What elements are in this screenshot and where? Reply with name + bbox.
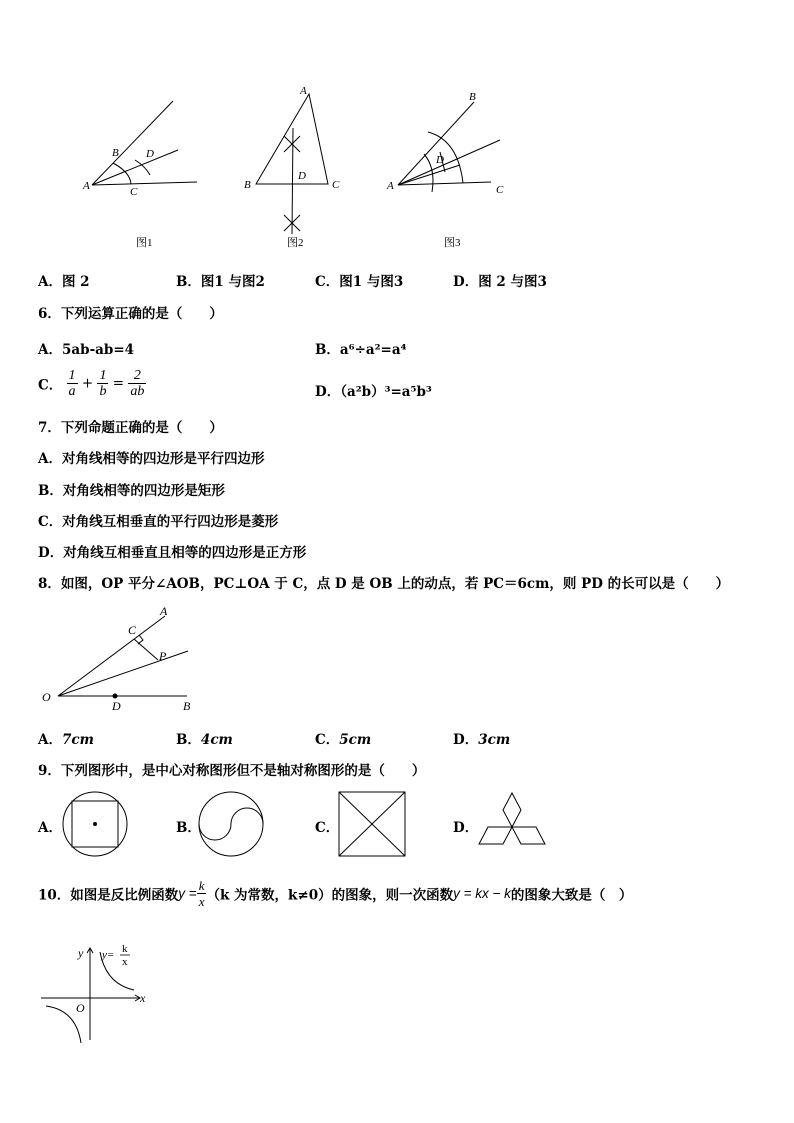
fig2-caption: 图2 <box>287 237 304 249</box>
fig2-label-a: A <box>300 85 307 97</box>
q8-stem: 8．如图，OP 平分∠AOB，PC⊥OA 于 C，点 D 是 OB 上的动点，若 PC＝6cm，则 PD 的长可以是（ ） <box>38 576 730 592</box>
q10-label-k: k <box>122 943 128 955</box>
q8-option-c: C．5cm <box>315 732 372 748</box>
q9-figure-a <box>60 790 130 860</box>
q6-option-d: D．（a²b）³=a⁵b³ <box>315 384 432 400</box>
fig3-label-b: B <box>469 91 476 103</box>
fig3-caption: 图3 <box>444 237 461 249</box>
q6-option-b: B．a⁶÷a²=a⁴ <box>315 342 407 358</box>
q10-label-x: x <box>140 991 146 1005</box>
q6-option-c: C． $\frac{1}{a}$ + $\frac{1}{b}$ = $\frac{2}{ab}$ <box>38 368 145 399</box>
q8-option-b: B．4cm <box>176 732 233 748</box>
q8-label-c: C <box>128 623 137 637</box>
q7-option-d: D．对角线互相垂直且相等的四边形是正方形 <box>38 545 307 561</box>
q6-option-a: A．5ab-ab=4 <box>38 342 135 358</box>
q7-stem: 7．下列命题正确的是（ ） <box>38 420 223 436</box>
q9-figure-c <box>336 790 408 860</box>
q7-option-b: B．对角线相等的四边形是矩形 <box>38 483 225 499</box>
q5-option-a: A．图 2 <box>38 274 90 290</box>
q8-label-d: D <box>112 699 121 713</box>
q8-label-p: P <box>159 649 167 663</box>
top-figures <box>0 80 794 260</box>
q7-option-a: A．对角线相等的四边形是平行四边形 <box>38 451 265 467</box>
fig2-triangle <box>256 94 328 184</box>
fig1-ray-ad <box>92 150 178 185</box>
fig1-caption: 图1 <box>136 237 153 249</box>
figure-1 <box>92 101 197 185</box>
q9-letter-c: C． <box>315 820 340 836</box>
fig2-label-b: B <box>244 179 251 191</box>
fig3-label-d: D <box>436 154 444 166</box>
fig1-ray-ab <box>92 101 173 185</box>
q9-letter-a: A． <box>38 820 62 836</box>
fig3-label-c: C <box>496 184 504 196</box>
q7-option-c: C．对角线互相垂直的平行四边形是菱形 <box>38 514 279 530</box>
fig1-label-b: B <box>112 147 119 159</box>
fig3-label-a: A <box>387 180 394 192</box>
q9-letter-b: B． <box>176 820 201 836</box>
q8-segment-pc <box>134 639 158 660</box>
q8-label-o: O <box>42 690 51 704</box>
figure-2 <box>256 94 328 234</box>
q8-label-b: B <box>183 699 191 713</box>
q8-option-a: A．7cm <box>38 732 94 748</box>
q8-figure <box>35 600 215 715</box>
fig3-ray-ac <box>398 182 491 185</box>
fig2-label-c: C <box>332 179 340 191</box>
fig1-ray-ac <box>92 182 197 185</box>
q10-label-y: y <box>78 946 84 960</box>
q8-point-d <box>113 694 118 699</box>
figure-3 <box>398 102 500 192</box>
q5-option-b: B．图1 与图2 <box>176 274 265 290</box>
q8-ray-oa <box>58 616 165 696</box>
q10-label-o: O <box>76 1001 85 1015</box>
q9-stem: 9．下列图形中，是中心对称图形但不是轴对称图形的是（ ） <box>38 763 426 779</box>
fig3-ray-ad <box>398 140 500 185</box>
q8-option-d: D．3cm <box>453 732 511 748</box>
q5-option-c: C．图1 与图3 <box>315 274 404 290</box>
q10-stem: 10．如图是反比例函数y = $\frac{k}{x}$ （k 为常数，k≠0）的图象，则一次函数y = kx − k的图象大致是（ ） <box>38 878 633 909</box>
fig1-arc <box>113 163 131 184</box>
q10-label-xd: x <box>122 956 128 968</box>
fig1-label-d: D <box>146 148 154 160</box>
q8-ray-op <box>58 651 188 696</box>
q8-label-a: A <box>160 604 168 618</box>
q10-label-yeq: y= <box>102 949 115 961</box>
q6-stem: 6．下列运算正确的是（ ） <box>38 306 223 322</box>
fig1-label-a: A <box>83 180 90 192</box>
q5-option-d: D．图 2 与图3 <box>453 274 547 290</box>
q10-graph <box>36 940 156 1050</box>
fig3-arc <box>428 132 463 183</box>
q9-letter-d: D． <box>453 820 479 836</box>
q9-figure-b <box>196 790 268 860</box>
fig1-label-c: C <box>130 186 138 198</box>
fig2-label-d: D <box>298 170 306 182</box>
q9-figure-d <box>475 790 550 855</box>
